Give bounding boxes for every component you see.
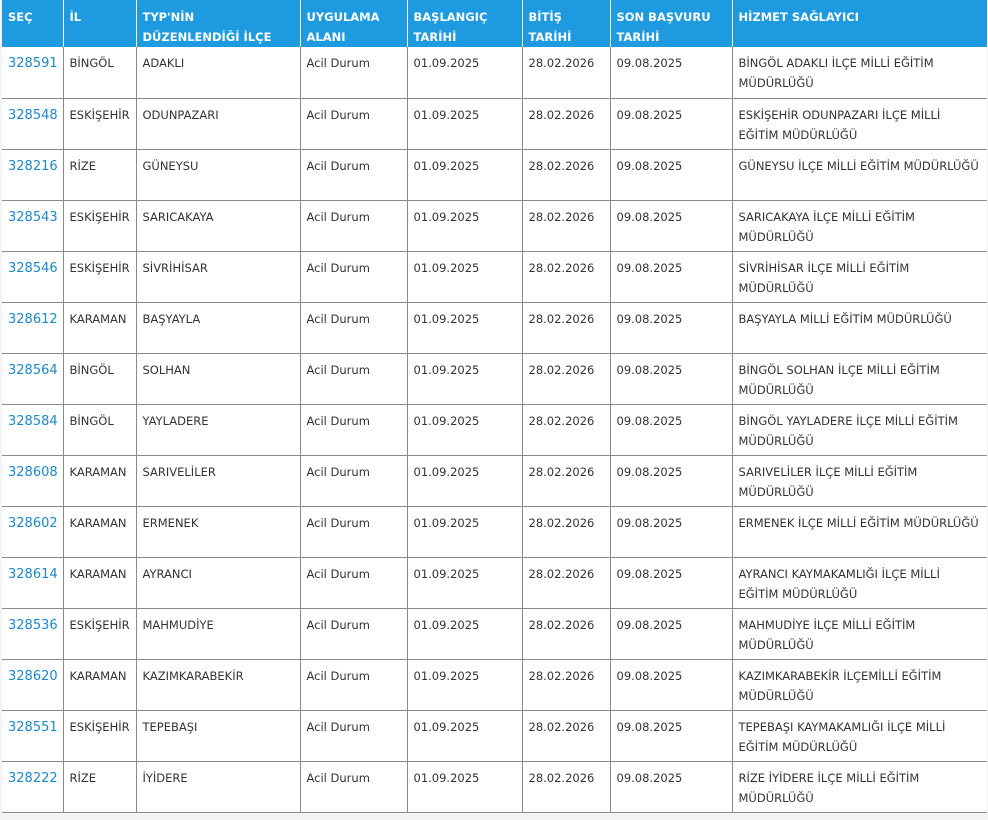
select-link[interactable]: 328551 <box>8 719 58 735</box>
select-link[interactable]: 328620 <box>8 668 58 684</box>
son-basvuru-tarihi-cell: 09.08.2025 <box>610 506 732 557</box>
baslangic-tarihi-cell: 01.09.2025 <box>407 98 522 149</box>
uygulama-alani-cell: Acil Durum <box>300 761 407 812</box>
uygulama-alani-cell: Acil Durum <box>300 251 407 302</box>
table-row <box>2 659 987 710</box>
son-basvuru-tarihi-cell: 09.08.2025 <box>610 557 732 608</box>
il-cell: ESKİŞEHİR <box>63 98 136 149</box>
baslangic-tarihi-cell: 01.09.2025 <box>407 251 522 302</box>
baslangic-tarihi-cell: 01.09.2025 <box>407 608 522 659</box>
select-link[interactable]: 328543 <box>8 209 58 225</box>
uygulama-alani-cell: Acil Durum <box>300 710 407 761</box>
uygulama-alani-cell: Acil Durum <box>300 149 407 200</box>
son-basvuru-tarihi-cell: 09.08.2025 <box>610 200 732 251</box>
baslangic-tarihi-cell: 01.09.2025 <box>407 455 522 506</box>
ilce-cell: SİVRİHİSAR <box>136 251 300 302</box>
table-row <box>2 302 987 353</box>
table-row <box>2 608 987 659</box>
select-link[interactable]: 328591 <box>8 56 58 71</box>
il-cell: KARAMAN <box>63 455 136 506</box>
baslangic-tarihi-cell: 01.09.2025 <box>407 659 522 710</box>
uygulama-alani-cell: Acil Durum <box>300 353 407 404</box>
baslangic-tarihi-cell: 01.09.2025 <box>407 761 522 812</box>
son-basvuru-tarihi-cell: 09.08.2025 <box>610 302 732 353</box>
bitis-tarihi-cell: 28.02.2026 <box>522 98 610 149</box>
header-row <box>2 0 987 47</box>
table-row <box>2 710 987 761</box>
il-cell: ESKİŞEHİR <box>63 608 136 659</box>
hizmet-saglayici-cell: BAŞYAYLA MİLLİ EĞİTİM MÜDÜRLÜĞÜ <box>732 302 987 353</box>
bitis-tarihi-cell: 28.02.2026 <box>522 557 610 608</box>
select-cell <box>2 557 63 608</box>
table-row <box>2 98 987 149</box>
select-cell <box>2 608 63 659</box>
ilce-cell: GÜNEYSU <box>136 149 300 200</box>
select-link[interactable]: 328216 <box>8 158 58 174</box>
ilce-cell: İYİDERE <box>136 761 300 812</box>
hizmet-saglayici-cell: SİVRİHİSAR İLÇE MİLLİ EĞİTİM MÜDÜRLÜĞÜ <box>732 251 987 302</box>
uygulama-alani-cell: Acil Durum <box>300 506 407 557</box>
il-cell: KARAMAN <box>63 506 136 557</box>
il-cell: BİNGÖL <box>63 404 136 455</box>
son-basvuru-tarihi-cell: 09.08.2025 <box>610 47 732 98</box>
il-cell: BİNGÖL <box>63 353 136 404</box>
uygulama-alani-cell: Acil Durum <box>300 404 407 455</box>
hizmet-saglayici-cell: SARICAKAYA İLÇE MİLLİ EĞİTİM MÜDÜRLÜĞÜ <box>732 200 987 251</box>
bitis-tarihi-cell: 28.02.2026 <box>522 149 610 200</box>
table-row <box>2 149 987 200</box>
uygulama-alani-cell: Acil Durum <box>300 455 407 506</box>
select-cell <box>2 98 63 149</box>
select-link[interactable]: 328564 <box>8 362 58 378</box>
uygulama-alani-cell: Acil Durum <box>300 608 407 659</box>
baslangic-tarihi-cell: 01.09.2025 <box>407 353 522 404</box>
baslangic-tarihi-cell: 01.09.2025 <box>407 47 522 98</box>
hizmet-saglayici-cell: BİNGÖL SOLHAN İLÇE MİLLİ EĞİTİM MÜDÜRLÜĞÜ <box>732 353 987 404</box>
select-cell <box>2 302 63 353</box>
select-cell <box>2 353 63 404</box>
select-link[interactable]: 328536 <box>8 617 58 633</box>
ilce-cell: ERMENEK <box>136 506 300 557</box>
bitis-tarihi-cell: 28.02.2026 <box>522 455 610 506</box>
son-basvuru-tarihi-cell: 09.08.2025 <box>610 98 732 149</box>
il-cell: ESKİŞEHİR <box>63 251 136 302</box>
bitis-tarihi-cell: 28.02.2026 <box>522 404 610 455</box>
header-uygulama-alani[interactable]: UYGULAMA ALANI <box>300 0 407 47</box>
table-row <box>2 455 987 506</box>
select-cell <box>2 455 63 506</box>
uygulama-alani-cell: Acil Durum <box>300 557 407 608</box>
ilce-cell: SARIVELİLER <box>136 455 300 506</box>
table-row <box>2 557 987 608</box>
uygulama-alani-cell: Acil Durum <box>300 98 407 149</box>
bitis-tarihi-cell: 28.02.2026 <box>522 353 610 404</box>
baslangic-tarihi-cell: 01.09.2025 <box>407 710 522 761</box>
select-link[interactable]: 328546 <box>8 260 58 276</box>
il-cell: RİZE <box>63 149 136 200</box>
select-cell <box>2 149 63 200</box>
hizmet-saglayici-cell: ERMENEK İLÇE MİLLİ EĞİTİM MÜDÜRLÜĞÜ <box>732 506 987 557</box>
select-cell <box>2 200 63 251</box>
header-baslangic-tarihi[interactable]: BAŞLANGIÇ TARİHİ <box>407 0 522 47</box>
bitis-tarihi-cell: 28.02.2026 <box>522 506 610 557</box>
hizmet-saglayici-cell: ESKİŞEHİR ODUNPAZARI İLÇE MİLLİ EĞİTİM MÜDÜRLÜĞÜ <box>732 98 987 149</box>
select-cell <box>2 404 63 455</box>
bitis-tarihi-cell: 28.02.2026 <box>522 251 610 302</box>
select-cell <box>2 506 63 557</box>
ilce-cell: AYRANCI <box>136 557 300 608</box>
baslangic-tarihi-cell: 01.09.2025 <box>407 149 522 200</box>
select-link[interactable]: 328614 <box>8 566 58 582</box>
il-cell: ESKİŞEHİR <box>63 200 136 251</box>
son-basvuru-tarihi-cell: 09.08.2025 <box>610 455 732 506</box>
table-row <box>2 47 987 98</box>
bitis-tarihi-cell: 28.02.2026 <box>522 47 610 98</box>
uygulama-alani-cell: Acil Durum <box>300 659 407 710</box>
header-son-basvuru-tarihi[interactable]: SON BAŞVURU TARİHİ <box>610 0 732 47</box>
bitis-tarihi-cell: 28.02.2026 <box>522 608 610 659</box>
table-row <box>2 506 987 557</box>
hizmet-saglayici-cell: RİZE İYİDERE İLÇE MİLLİ EĞİTİM MÜDÜRLÜĞÜ <box>732 761 987 812</box>
ilce-cell: BAŞYAYLA <box>136 302 300 353</box>
hizmet-saglayici-cell: SARIVELİLER İLÇE MİLLİ EĞİTİM MÜDÜRLÜĞÜ <box>732 455 987 506</box>
baslangic-tarihi-cell: 01.09.2025 <box>407 506 522 557</box>
select-cell <box>2 659 63 710</box>
baslangic-tarihi-cell: 01.09.2025 <box>407 302 522 353</box>
hizmet-saglayici-cell: BİNGÖL ADAKLI İLÇE MİLLİ EĞİTİM MÜDÜRLÜĞÜ <box>732 47 987 98</box>
hizmet-saglayici-cell: AYRANCI KAYMAKAMLIĞI İLÇE MİLLİ EĞİTİM MÜDÜRLÜĞÜ <box>732 557 987 608</box>
baslangic-tarihi-cell: 01.09.2025 <box>407 557 522 608</box>
son-basvuru-tarihi-cell: 09.08.2025 <box>610 353 732 404</box>
son-basvuru-tarihi-cell: 09.08.2025 <box>610 404 732 455</box>
table-row <box>2 353 987 404</box>
ilce-cell: TEPEBAŞI <box>136 710 300 761</box>
table-row <box>2 200 987 251</box>
table-row <box>2 404 987 455</box>
son-basvuru-tarihi-cell: 09.08.2025 <box>610 659 732 710</box>
select-cell <box>2 710 63 761</box>
son-basvuru-tarihi-cell: 09.08.2025 <box>610 761 732 812</box>
select-link[interactable]: 328548 <box>8 107 58 123</box>
il-cell: KARAMAN <box>63 659 136 710</box>
son-basvuru-tarihi-cell: 09.08.2025 <box>610 251 732 302</box>
select-cell <box>2 47 63 98</box>
bitis-tarihi-cell: 28.02.2026 <box>522 200 610 251</box>
header-sec[interactable]: SEÇ <box>2 0 63 47</box>
header-ilce[interactable]: TYP'NİN DÜZENLENDİĞİ İLÇE <box>136 0 300 47</box>
ilce-cell: SARICAKAYA <box>136 200 300 251</box>
select-cell <box>2 251 63 302</box>
hizmet-saglayici-cell: KAZIMKARABEKİR İLÇEMİLLİ EĞİTİM MÜDÜRLÜĞÜ <box>732 659 987 710</box>
select-cell <box>2 761 63 812</box>
table-row <box>2 251 987 302</box>
select-link[interactable]: 328602 <box>8 515 58 531</box>
il-cell: BİNGÖL <box>63 47 136 98</box>
header-hizmet-saglayici[interactable]: HİZMET SAĞLAYICI <box>732 0 987 47</box>
hizmet-saglayici-cell: TEPEBAŞI KAYMAKAMLIĞI İLÇE MİLLİ EĞİTİM MÜDÜRLÜĞÜ <box>732 710 987 761</box>
header-il[interactable]: İL <box>63 0 136 47</box>
ilce-cell: MAHMUDİYE <box>136 608 300 659</box>
uygulama-alani-cell: Acil Durum <box>300 302 407 353</box>
select-link[interactable]: 328222 <box>8 770 58 786</box>
son-basvuru-tarihi-cell: 09.08.2025 <box>610 608 732 659</box>
ilce-cell: ADAKLI <box>136 47 300 98</box>
header-bitis-tarihi[interactable]: BİTİŞ TARİHİ <box>522 0 610 47</box>
uygulama-alani-cell: Acil Durum <box>300 200 407 251</box>
il-cell: KARAMAN <box>63 302 136 353</box>
bitis-tarihi-cell: 28.02.2026 <box>522 302 610 353</box>
son-basvuru-tarihi-cell: 09.08.2025 <box>610 149 732 200</box>
table-row <box>2 761 987 812</box>
hizmet-saglayici-cell: MAHMUDİYE İLÇE MİLLİ EĞİTİM MÜDÜRLÜĞÜ <box>732 608 987 659</box>
bitis-tarihi-cell: 28.02.2026 <box>522 659 610 710</box>
select-link[interactable]: 328584 <box>8 413 58 429</box>
bitis-tarihi-cell: 28.02.2026 <box>522 710 610 761</box>
bitis-tarihi-cell: 28.02.2026 <box>522 761 610 812</box>
select-link[interactable]: 328608 <box>8 464 58 480</box>
hizmet-saglayici-cell: BİNGÖL YAYLADERE İLÇE MİLLİ EĞİTİM MÜDÜRLÜĞÜ <box>732 404 987 455</box>
program-table <box>2 0 987 813</box>
il-cell: RİZE <box>63 761 136 812</box>
baslangic-tarihi-cell: 01.09.2025 <box>407 200 522 251</box>
il-cell: ESKİŞEHİR <box>63 710 136 761</box>
select-link[interactable]: 328612 <box>8 311 58 327</box>
il-cell: KARAMAN <box>63 557 136 608</box>
ilce-cell: KAZIMKARABEKİR <box>136 659 300 710</box>
hizmet-saglayici-cell: GÜNEYSU İLÇE MİLLİ EĞİTİM MÜDÜRLÜĞÜ <box>732 149 987 200</box>
son-basvuru-tarihi-cell: 09.08.2025 <box>610 710 732 761</box>
ilce-cell: SOLHAN <box>136 353 300 404</box>
ilce-cell: YAYLADERE <box>136 404 300 455</box>
baslangic-tarihi-cell: 01.09.2025 <box>407 404 522 455</box>
ilce-cell: ODUNPAZARI <box>136 98 300 149</box>
uygulama-alani-cell: Acil Durum <box>300 47 407 98</box>
